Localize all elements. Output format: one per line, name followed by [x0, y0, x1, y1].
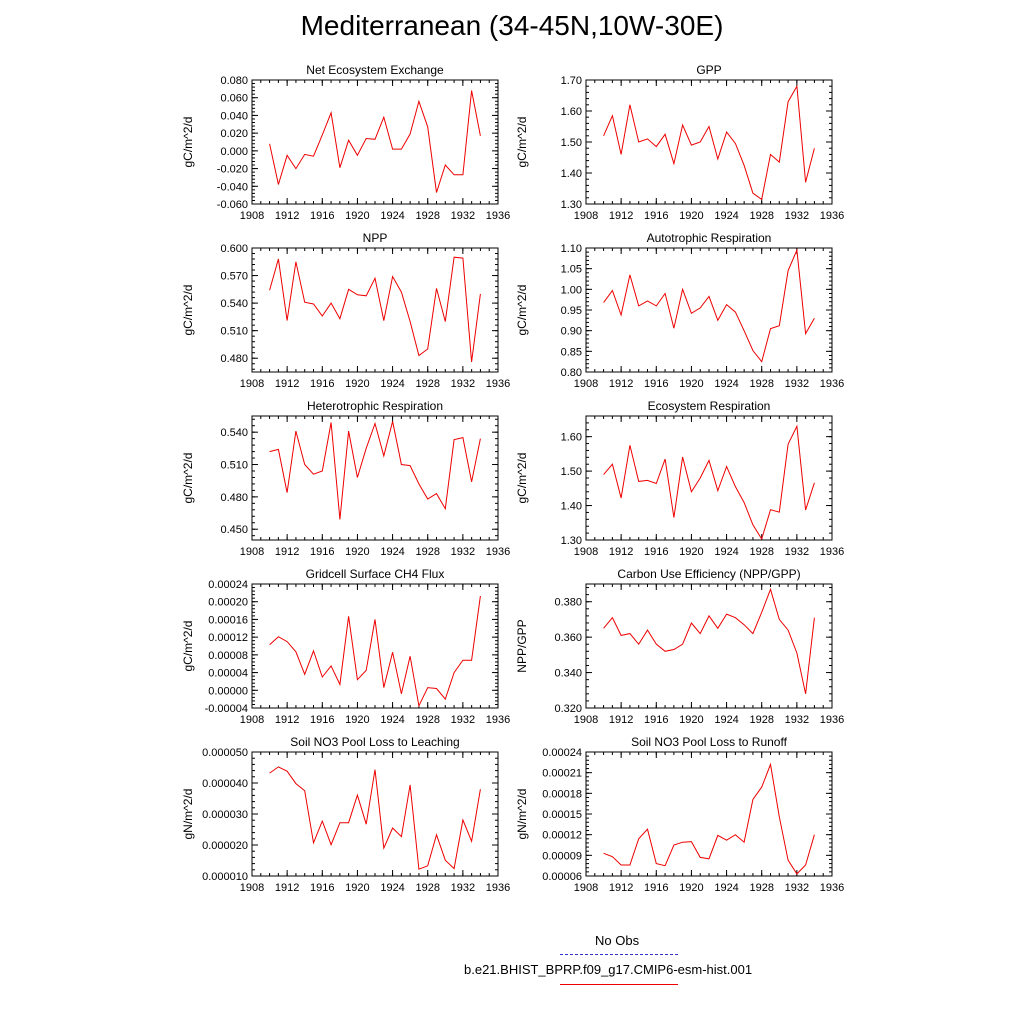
x-tick-label: 1928 [415, 210, 440, 222]
x-tick-label: 1924 [380, 714, 405, 726]
y-tick-label: 0.480 [220, 491, 248, 504]
y-tick-label: 1.50 [560, 466, 582, 479]
panel-title: NPP [362, 231, 388, 245]
y-tick-label: 0.000020 [202, 840, 248, 852]
series-line [270, 767, 481, 869]
y-tick-label: 1.05 [560, 263, 582, 276]
x-tick-label: 1936 [819, 378, 845, 390]
y-tick-label: 0.320 [554, 703, 582, 715]
y-tick-label: 0.000030 [202, 809, 248, 821]
x-tick-label: 1932 [450, 882, 476, 894]
x-tick-label: 1932 [784, 378, 810, 390]
y-axis-label: gN/m^2/d [181, 788, 195, 840]
x-tick-label: 1924 [714, 882, 739, 894]
x-tick-label: 1932 [450, 378, 476, 390]
y-tick-label: 1.60 [560, 431, 582, 444]
panel-title: Soil NO3 Pool Loss to Runoff [631, 735, 787, 749]
x-tick-label: 1912 [274, 714, 300, 726]
x-tick-label: 1920 [679, 378, 704, 390]
x-tick-label: 1908 [573, 882, 599, 894]
plot-frame [252, 80, 498, 204]
y-axis-label: gC/m^2/d [515, 116, 529, 168]
y-tick-label: 0.080 [220, 75, 248, 87]
y-tick-label: 0.540 [220, 427, 248, 440]
y-tick-label: 0.00009 [542, 850, 582, 863]
y-tick-label: 0.00015 [542, 809, 582, 821]
y-tick-label: 1.70 [560, 75, 582, 87]
panel-title: Ecosystem Respiration [647, 399, 771, 413]
y-tick-label: 1.30 [560, 199, 582, 211]
y-tick-label: 0.95 [560, 305, 582, 317]
x-tick-label: 1908 [573, 546, 599, 558]
y-tick-label: 0.80 [560, 367, 582, 379]
panel-title: Autotrophic Respiration [646, 231, 772, 245]
x-tick-label: 1932 [450, 546, 476, 558]
panel-6 [515, 399, 844, 558]
y-tick-label: 0.380 [554, 596, 582, 609]
y-tick-label: 0.90 [560, 325, 582, 338]
panel-5 [181, 399, 510, 558]
y-tick-label: 0.000050 [202, 747, 248, 759]
y-tick-label: 0.000 [220, 145, 248, 158]
legend-obs-line [560, 954, 678, 955]
panel-title: Soil NO3 Pool Loss to Leaching [290, 735, 460, 749]
x-tick-label: 1928 [749, 378, 774, 390]
y-tick-label: -0.060 [216, 199, 248, 211]
x-tick-label: 1928 [749, 714, 774, 726]
y-tick-label: 0.450 [220, 524, 248, 537]
x-tick-label: 1916 [644, 714, 669, 726]
y-axis-label: gC/m^2/d [181, 452, 195, 504]
series-line [604, 589, 815, 694]
series-line [604, 426, 815, 539]
x-tick-label: 1936 [819, 546, 845, 558]
panel-4 [515, 231, 844, 390]
y-tick-label: 0.000040 [202, 778, 248, 790]
x-tick-label: 1936 [485, 210, 511, 222]
y-tick-label: 0.00006 [542, 871, 582, 883]
x-tick-label: 1920 [679, 210, 704, 222]
x-tick-label: 1936 [485, 378, 511, 390]
plot-frame [252, 584, 498, 708]
legend-model-line [560, 984, 678, 985]
y-tick-label: 0.060 [220, 92, 248, 105]
x-tick-label: 1912 [274, 546, 300, 558]
y-tick-label: 0.00004 [208, 667, 248, 680]
panel-9 [181, 735, 510, 894]
x-tick-label: 1932 [784, 714, 810, 726]
x-tick-label: 1928 [749, 546, 774, 558]
x-tick-label: 1928 [749, 210, 774, 222]
x-tick-label: 1916 [644, 210, 669, 222]
x-tick-label: 1912 [608, 882, 634, 894]
x-tick-label: 1916 [310, 546, 335, 558]
panel-10 [515, 735, 844, 894]
panel-title: Net Ecosystem Exchange [306, 63, 444, 77]
x-tick-label: 1928 [415, 714, 440, 726]
x-tick-label: 1908 [239, 546, 265, 558]
x-tick-label: 1928 [415, 882, 440, 894]
x-tick-label: 1912 [274, 882, 300, 894]
panel-title: Gridcell Surface CH4 Flux [305, 567, 445, 581]
x-tick-label: 1932 [450, 210, 476, 222]
y-tick-label: 0.040 [220, 110, 248, 123]
y-tick-label: 1.40 [560, 168, 582, 180]
y-tick-label: 0.85 [560, 346, 582, 359]
x-tick-label: 1916 [310, 378, 335, 390]
x-tick-label: 1912 [274, 210, 300, 222]
x-tick-label: 1924 [380, 378, 405, 390]
y-axis-label: gC/m^2/d [181, 116, 195, 168]
y-tick-label: 0.00016 [208, 614, 248, 627]
y-tick-label: 1.30 [560, 535, 582, 547]
x-tick-label: 1924 [380, 882, 405, 894]
y-axis-label: NPP/GPP [515, 619, 529, 673]
x-tick-label: 1908 [239, 378, 265, 390]
x-tick-label: 1936 [485, 546, 511, 558]
y-tick-label: 0.570 [220, 270, 248, 283]
y-tick-label: 0.00000 [208, 685, 248, 698]
x-tick-label: 1916 [310, 210, 335, 222]
y-tick-label: 0.600 [220, 243, 248, 255]
y-tick-label: -0.040 [216, 181, 248, 194]
x-tick-label: 1916 [644, 378, 669, 390]
x-tick-label: 1908 [573, 714, 599, 726]
x-tick-label: 1912 [608, 210, 634, 222]
panel-title: Carbon Use Efficiency (NPP/GPP) [617, 567, 801, 581]
y-tick-label: 0.00012 [208, 632, 248, 645]
y-tick-label: 0.340 [554, 667, 582, 680]
y-axis-label: gC/m^2/d [515, 284, 529, 336]
y-tick-label: 0.540 [220, 298, 248, 311]
x-tick-label: 1920 [679, 882, 704, 894]
x-tick-label: 1936 [819, 714, 845, 726]
plot-frame [586, 416, 832, 540]
x-tick-label: 1916 [644, 882, 669, 894]
x-tick-label: 1916 [644, 546, 669, 558]
y-tick-label: 0.360 [554, 632, 582, 645]
y-tick-label: 1.60 [560, 106, 582, 118]
x-tick-label: 1924 [714, 546, 739, 558]
panel-title: GPP [696, 63, 722, 77]
panel-7 [181, 567, 510, 726]
x-tick-label: 1936 [485, 714, 511, 726]
y-tick-label: 0.020 [220, 128, 248, 141]
series-line [270, 257, 481, 362]
x-tick-label: 1928 [749, 882, 774, 894]
x-tick-label: 1908 [573, 210, 599, 222]
y-tick-label: 0.00020 [208, 596, 248, 609]
y-tick-label: -0.020 [216, 163, 248, 176]
x-tick-label: 1908 [239, 882, 265, 894]
x-tick-label: 1912 [274, 378, 300, 390]
x-tick-label: 1920 [345, 378, 370, 390]
plot-frame [586, 584, 832, 708]
y-tick-label: 0.00008 [208, 649, 248, 662]
y-tick-label: 0.510 [220, 459, 248, 472]
panel-1 [181, 63, 510, 222]
x-tick-label: 1908 [573, 378, 599, 390]
panel-title: Heterotrophic Respiration [306, 399, 444, 413]
y-tick-label: 1.10 [560, 243, 582, 255]
y-tick-label: 0.00024 [208, 579, 248, 591]
legend-model-label: b.e21.BHIST_BPRP.f09_g17.CMIP6-esm-hist.001 [464, 962, 753, 977]
x-tick-label: 1936 [819, 210, 845, 222]
x-tick-label: 1936 [485, 882, 511, 894]
x-tick-label: 1924 [714, 210, 739, 222]
x-tick-label: 1920 [345, 546, 370, 558]
y-axis-label: gC/m^2/d [181, 620, 195, 672]
x-tick-label: 1920 [345, 714, 370, 726]
x-tick-label: 1932 [450, 714, 476, 726]
y-tick-label: 1.50 [560, 137, 582, 149]
y-tick-label: 0.00018 [542, 788, 582, 801]
x-tick-label: 1916 [310, 882, 335, 894]
x-tick-label: 1920 [679, 714, 704, 726]
x-tick-label: 1920 [345, 210, 370, 222]
x-tick-label: 1912 [608, 714, 634, 726]
x-tick-label: 1908 [239, 210, 265, 222]
y-tick-label: 0.00024 [542, 747, 582, 759]
series-line [270, 91, 481, 193]
y-tick-label: 0.000010 [202, 871, 248, 883]
y-tick-label: -0.00004 [204, 703, 248, 715]
y-axis-label: gC/m^2/d [181, 284, 195, 336]
x-tick-label: 1924 [380, 546, 405, 558]
panel-2 [515, 63, 844, 222]
y-axis-label: gC/m^2/d [515, 452, 529, 504]
x-tick-label: 1932 [784, 210, 810, 222]
x-tick-label: 1912 [608, 378, 634, 390]
x-tick-label: 1928 [415, 546, 440, 558]
x-tick-label: 1924 [714, 378, 739, 390]
y-tick-label: 0.00021 [542, 767, 582, 780]
panel-3 [181, 231, 510, 390]
x-tick-label: 1916 [310, 714, 335, 726]
y-tick-label: 1.00 [560, 284, 582, 297]
x-tick-label: 1920 [679, 546, 704, 558]
x-tick-label: 1920 [345, 882, 370, 894]
x-tick-label: 1924 [714, 714, 739, 726]
plot-frame [586, 248, 832, 372]
series-line [604, 250, 815, 362]
x-tick-label: 1908 [239, 714, 265, 726]
y-tick-label: 1.40 [560, 500, 582, 513]
x-tick-label: 1924 [380, 210, 405, 222]
series-line [270, 421, 481, 519]
y-tick-label: 0.00012 [542, 829, 582, 842]
y-axis-label: gN/m^2/d [515, 788, 529, 840]
series-line [604, 764, 815, 874]
y-tick-label: 0.480 [220, 353, 248, 366]
series-line [270, 596, 481, 706]
page-title: Mediterranean (34-45N,10W-30E) [300, 10, 724, 41]
series-line [604, 86, 815, 199]
y-tick-label: 0.510 [220, 325, 248, 338]
x-tick-label: 1912 [608, 546, 634, 558]
x-tick-label: 1928 [415, 378, 440, 390]
panel-8 [515, 567, 844, 726]
x-tick-label: 1932 [784, 882, 810, 894]
x-tick-label: 1936 [819, 882, 845, 894]
x-tick-label: 1932 [784, 546, 810, 558]
legend-obs-label: No Obs [595, 933, 640, 948]
